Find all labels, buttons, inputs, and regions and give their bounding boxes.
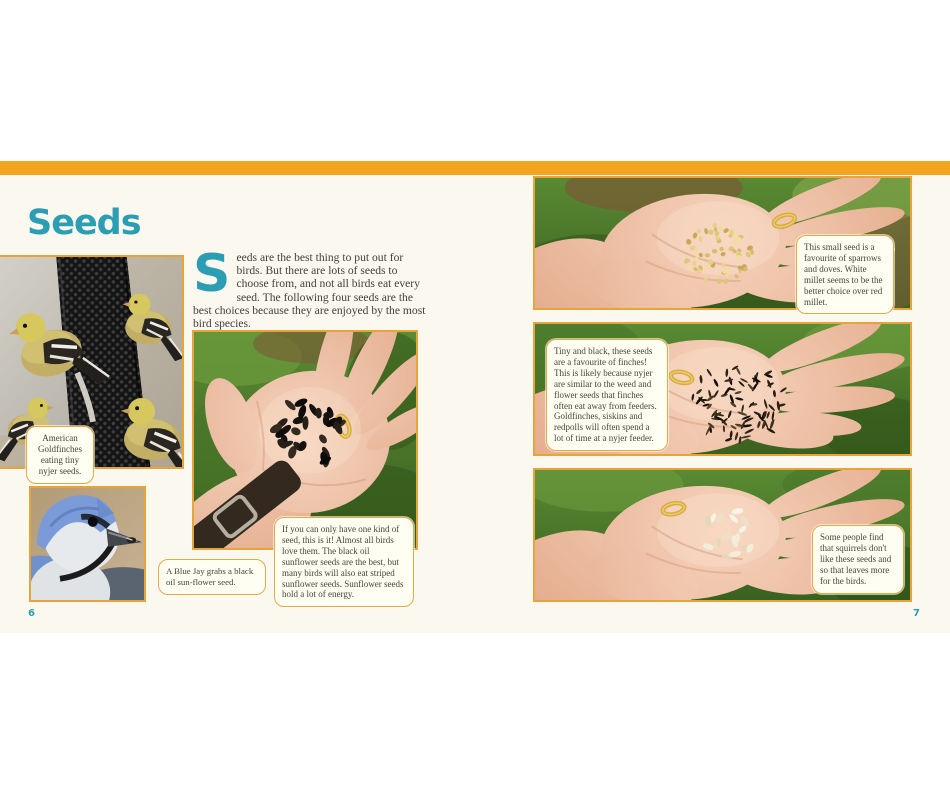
page-title: Seeds bbox=[27, 203, 141, 243]
intro-text: eeds are the best thing to put out for birds. But there are lots of seeds to choose from, and not all birds eat every seed. The following four seeds are the best choices because they are enjoyed by the most bird species. bbox=[193, 251, 426, 331]
photo-blue-jay bbox=[29, 486, 146, 602]
caption-blue-jay: A Blue Jay grabs a black oil sun-flower seed. bbox=[158, 559, 266, 595]
caption-millet-seeds: This small seed is a favourite of sparrows and doves. White millet seems to be the better choice over red millet. bbox=[796, 235, 894, 314]
caption-sunflower-seeds: If you can only have one kind of seed, this is it! Almost all birds love them. The black oil sunflower seeds are the best, but many birds will also eat striped sunflower seeds. Sunflower seeds hold a lot of energy. bbox=[274, 517, 414, 607]
drop-cap: S bbox=[193, 244, 231, 304]
top-accent-bar bbox=[0, 161, 950, 175]
caption-nyjer-seeds: Tiny and black, these seeds are a favourite of finches! This is likely because nyjer are similar to the weed and flower seeds that finches often eat away from feeders. Goldfinches, siskins and redpolls will often spend a lot of time at a nyjer feeder. bbox=[546, 339, 668, 451]
caption-goldfinches: American Goldfinches eating tiny nyjer seeds. bbox=[26, 426, 94, 484]
caption-safflower-seeds: Some people find that squirrels don't like these seeds and so that leaves more for the birds. bbox=[812, 525, 904, 594]
page-number-left: 6 bbox=[28, 608, 35, 619]
page-number-right: 7 bbox=[913, 608, 920, 619]
intro-paragraph bbox=[193, 244, 431, 331]
